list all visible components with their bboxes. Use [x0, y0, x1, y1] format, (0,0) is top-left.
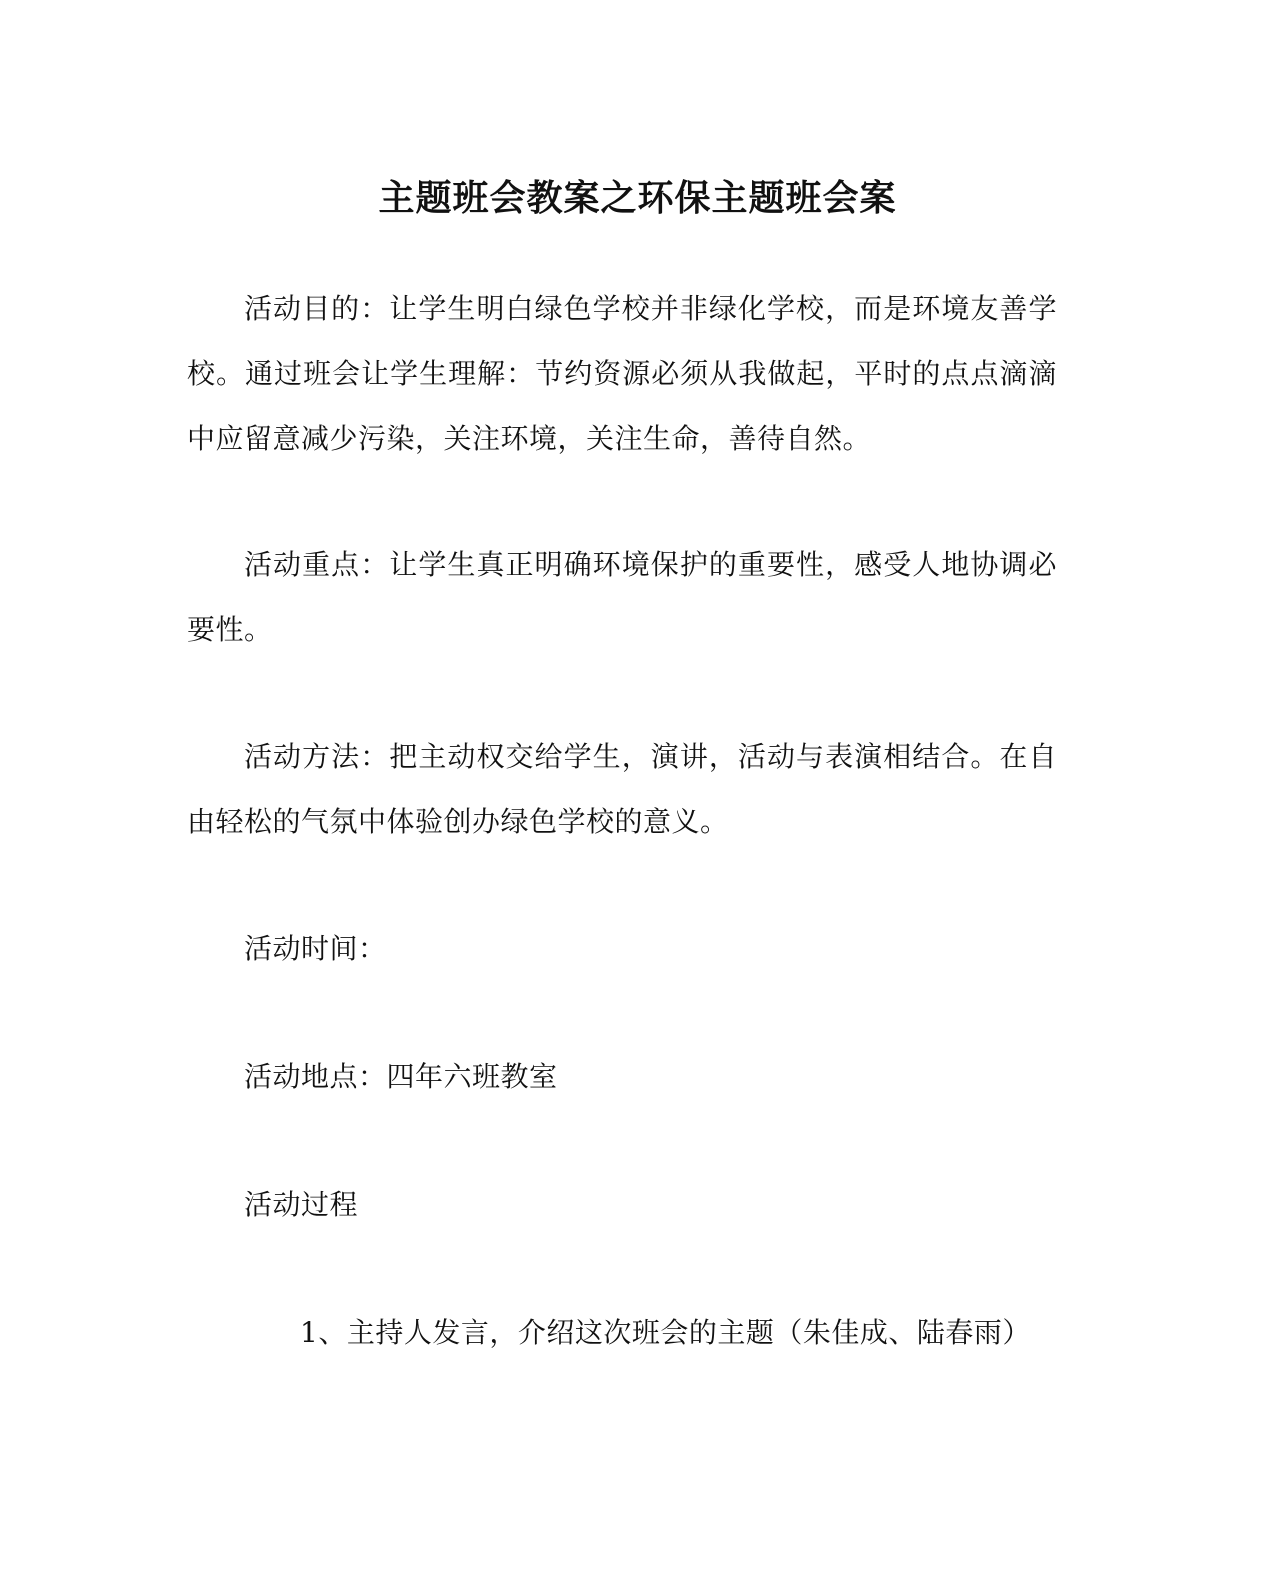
- paragraph-activity-purpose: 活动目的：让学生明白绿色学校并非绿化学校，而是环境友善学校。通过班会让学生理解：节约资源必须从我做起，平时的点点滴滴中应留意减少污染，关注环境，关注生命，善待自然。: [187, 292, 1057, 455]
- paragraph-step-1: 1、主持人发言，介绍这次班会的主题（朱佳成、陆春雨）: [300, 1316, 1031, 1349]
- paragraph-activity-focus: 活动重点：让学生真正明确环境保护的重要性，感受人地协调必要性。: [187, 548, 1057, 646]
- paragraph-activity-location: 活动地点：四年六班教室: [244, 1060, 558, 1093]
- paragraph-activity-method: 活动方法：把主动权交给学生，演讲，活动与表演相结合。在自由轻松的气氛中体验创办绿色学校的意义。: [187, 740, 1057, 838]
- document-title: 主题班会教案之环保主题班会案: [378, 177, 897, 219]
- paragraph-activity-time: 活动时间：: [244, 932, 387, 965]
- paragraph-activity-process: 活动过程: [244, 1188, 359, 1221]
